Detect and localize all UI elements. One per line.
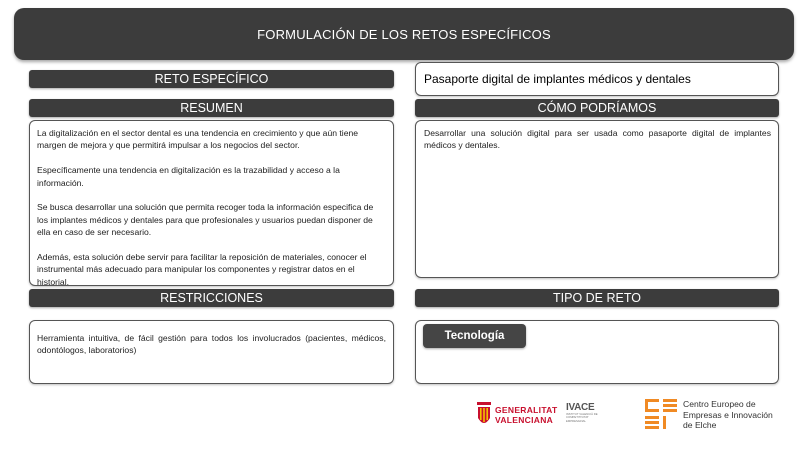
ceei-mark-icon xyxy=(645,399,679,429)
restricciones-text: Herramienta intuitiva, de fácil gestión para todos los involucrados (pacientes, médicos, odontólogos, laboratorios) xyxy=(37,333,386,356)
restricciones-header xyxy=(29,289,394,307)
generalitat-line1: GENERALITAT xyxy=(495,405,558,415)
resumen-paragraph: Se busca desarrollar una solución que permita recoger toda la información especifica de los implantes médicos y dentales para que profesionales y usuarios puedan disponer de ella en caso de ser necesario. xyxy=(37,202,374,238)
page-header-banner xyxy=(14,8,794,60)
ceei-line2: Empresas e Innovación xyxy=(683,409,773,420)
generalitat-valenciana-logo xyxy=(476,400,556,430)
tipo-de-reto-header xyxy=(415,289,779,307)
resumen-box xyxy=(29,120,394,286)
como-podriamos-label: CÓMO PODRÍAMOS xyxy=(537,101,657,115)
ceei-line3: de Elche xyxy=(683,420,717,431)
ivace-wordmark: IVACE xyxy=(566,402,595,413)
como-podriamos-header xyxy=(415,99,779,117)
reto-title: Pasaporte digital de implantes médicos y dentales xyxy=(424,72,691,86)
tipo-de-reto-label: TIPO DE RETO xyxy=(553,291,641,305)
resumen-paragraph: Específicamente una tendencia en digitalización es la trazabilidad y acceso a la información. xyxy=(37,165,340,188)
resumen-label: RESUMEN xyxy=(180,101,243,115)
reto-title-box xyxy=(415,62,779,96)
page-title: FORMULACIÓN DE LOS RETOS ESPECÍFICOS xyxy=(257,26,551,42)
reto-especifico-label: RETO ESPECÍFICO xyxy=(154,72,269,86)
ceei-line1: Centro Europeo de xyxy=(683,399,756,409)
restricciones-label: RESTRICCIONES xyxy=(160,291,263,305)
como-podriamos-box xyxy=(415,120,779,278)
reto-especifico-header xyxy=(29,70,394,88)
resumen-paragraph: Además, esta solución debe servir para facilitar la reposición de materiales, conocer el instrumental más adecuado para manipular los componentes y registrar datos en el historial. xyxy=(37,252,367,287)
ceei-name xyxy=(683,399,773,431)
resumen-header xyxy=(29,99,394,117)
como-podriamos-text: Desarrollar una solución digital para ser usada como pasaporte digital de implantes médicos y dentales. xyxy=(424,128,771,151)
tipo-de-reto-value: Tecnología xyxy=(444,330,505,342)
ceei-elche-logo xyxy=(645,398,780,432)
generalitat-line2: VALENCIANA xyxy=(495,415,554,425)
generalitat-crest-icon xyxy=(476,400,492,430)
resumen-paragraph: La digitalización en el sector dental es una tendencia en crecimiento y que aún tiene margen de mejora y que permitirá impulsar a los negocios del sector. xyxy=(37,128,359,151)
resumen-text xyxy=(30,121,393,294)
restricciones-box xyxy=(29,320,394,384)
ivace-subtitle: INSTITUT VALENCIÀ DE COMPETITIVITAT EMPRESARIAL xyxy=(566,412,598,423)
ivace-logo xyxy=(566,402,606,428)
tipo-de-reto-tag xyxy=(423,324,526,348)
